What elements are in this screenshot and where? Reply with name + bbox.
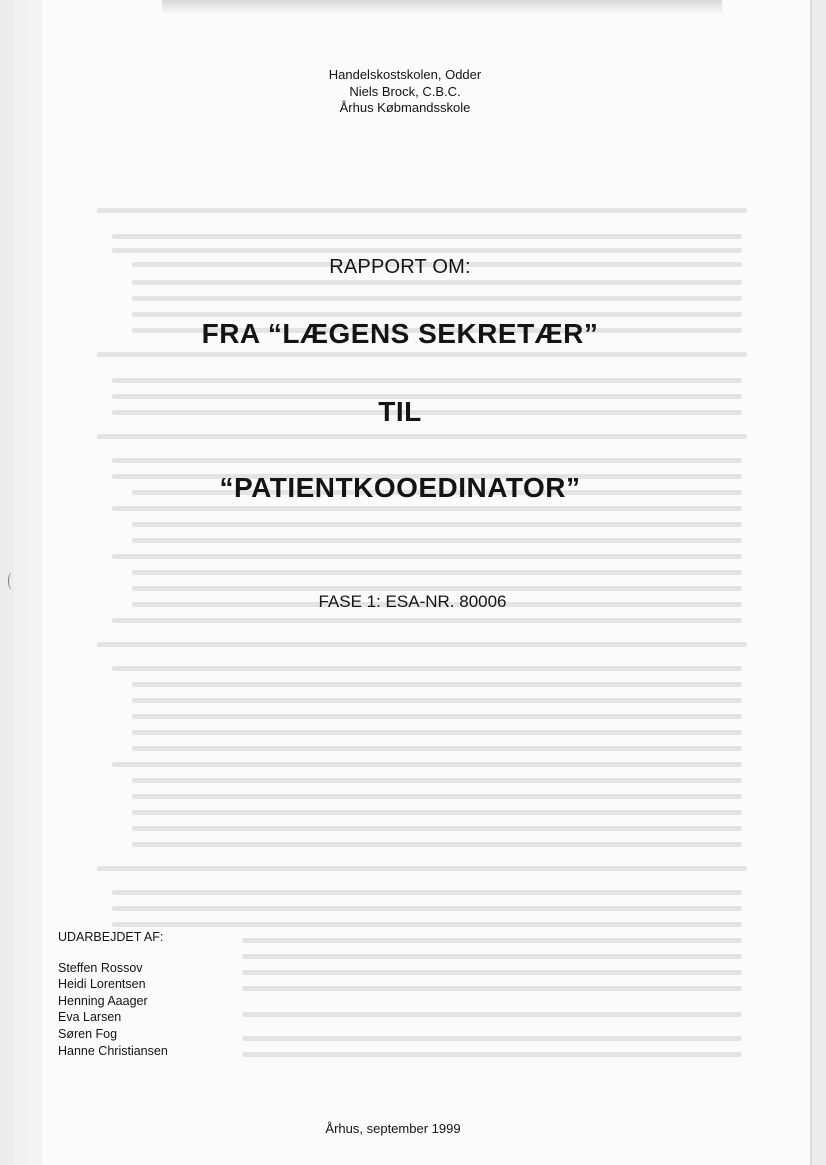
print-through-line	[112, 234, 742, 239]
print-through-line	[112, 554, 742, 559]
print-through-line	[112, 506, 742, 511]
print-through-line	[242, 1036, 742, 1041]
print-through-line	[132, 296, 742, 301]
authors-block	[58, 929, 168, 1059]
print-through-line	[132, 682, 742, 687]
print-through-line	[242, 938, 742, 943]
print-through-line	[112, 618, 742, 623]
author-name: Søren Fog	[58, 1026, 118, 1041]
title-line-target: “PATIENTKOOEDINATOR”	[219, 472, 581, 503]
print-through-line	[132, 586, 742, 591]
print-through-line	[112, 666, 742, 671]
print-through-line	[132, 730, 742, 735]
author-name: Heidi Lorentsen	[58, 977, 146, 992]
scan-shadow	[162, 0, 722, 14]
place-and-date: Århus, september 1999	[325, 1121, 461, 1136]
print-through-line	[97, 642, 747, 647]
print-through-line	[132, 280, 742, 285]
page-edge	[28, 0, 43, 1165]
print-through-line	[132, 698, 742, 703]
print-through-line	[132, 312, 742, 317]
print-through-line	[132, 714, 742, 719]
institutions-block	[0, 67, 810, 117]
print-through-line	[132, 826, 742, 831]
print-through-line	[112, 922, 742, 927]
report-label: RAPPORT OM:	[329, 256, 471, 278]
print-through-line	[242, 1012, 742, 1017]
author-name: Henning Aaager	[58, 993, 148, 1008]
institution-name: Handelskostskolen, Odder	[328, 67, 482, 82]
print-through-line	[242, 986, 742, 991]
author-name: Steffen Rossov	[58, 960, 143, 975]
phase-label: FASE 1: ESA-NR. 80006	[318, 592, 507, 611]
institution-name: Niels Brock, C.B.C.	[349, 83, 461, 99]
print-through-line	[132, 810, 742, 815]
print-through-line	[112, 890, 742, 895]
print-through-line	[242, 954, 742, 959]
title-line-to: TIL	[378, 396, 422, 427]
print-through-line	[132, 778, 742, 783]
print-through-line	[97, 208, 747, 213]
print-through-line	[132, 570, 742, 575]
print-through-line	[97, 866, 747, 871]
print-through-line	[242, 1052, 742, 1057]
print-through-line	[132, 522, 742, 527]
institution-name: Århus Købmandsskole	[339, 100, 471, 115]
print-through-line	[112, 458, 742, 463]
print-through-line	[112, 378, 742, 383]
binding-mark	[8, 572, 17, 590]
title-line-from: FRA “LÆGENS SEKRETÆR”	[201, 318, 599, 349]
print-through-line	[242, 970, 742, 975]
print-through-line	[132, 746, 742, 751]
print-through-line	[112, 248, 742, 253]
page-edge-right	[810, 0, 826, 1165]
print-through-line	[132, 842, 742, 847]
print-through-line	[97, 352, 747, 357]
print-through-line	[97, 434, 747, 439]
print-through-line	[112, 906, 742, 911]
print-through-line	[132, 538, 742, 543]
print-through-line	[132, 794, 742, 799]
author-name: Hanne Christiansen	[58, 1043, 168, 1058]
authors-heading: UDARBEJDET AF:	[58, 930, 164, 944]
author-name: Eva Larsen	[58, 1010, 122, 1025]
print-through-line	[112, 762, 742, 767]
